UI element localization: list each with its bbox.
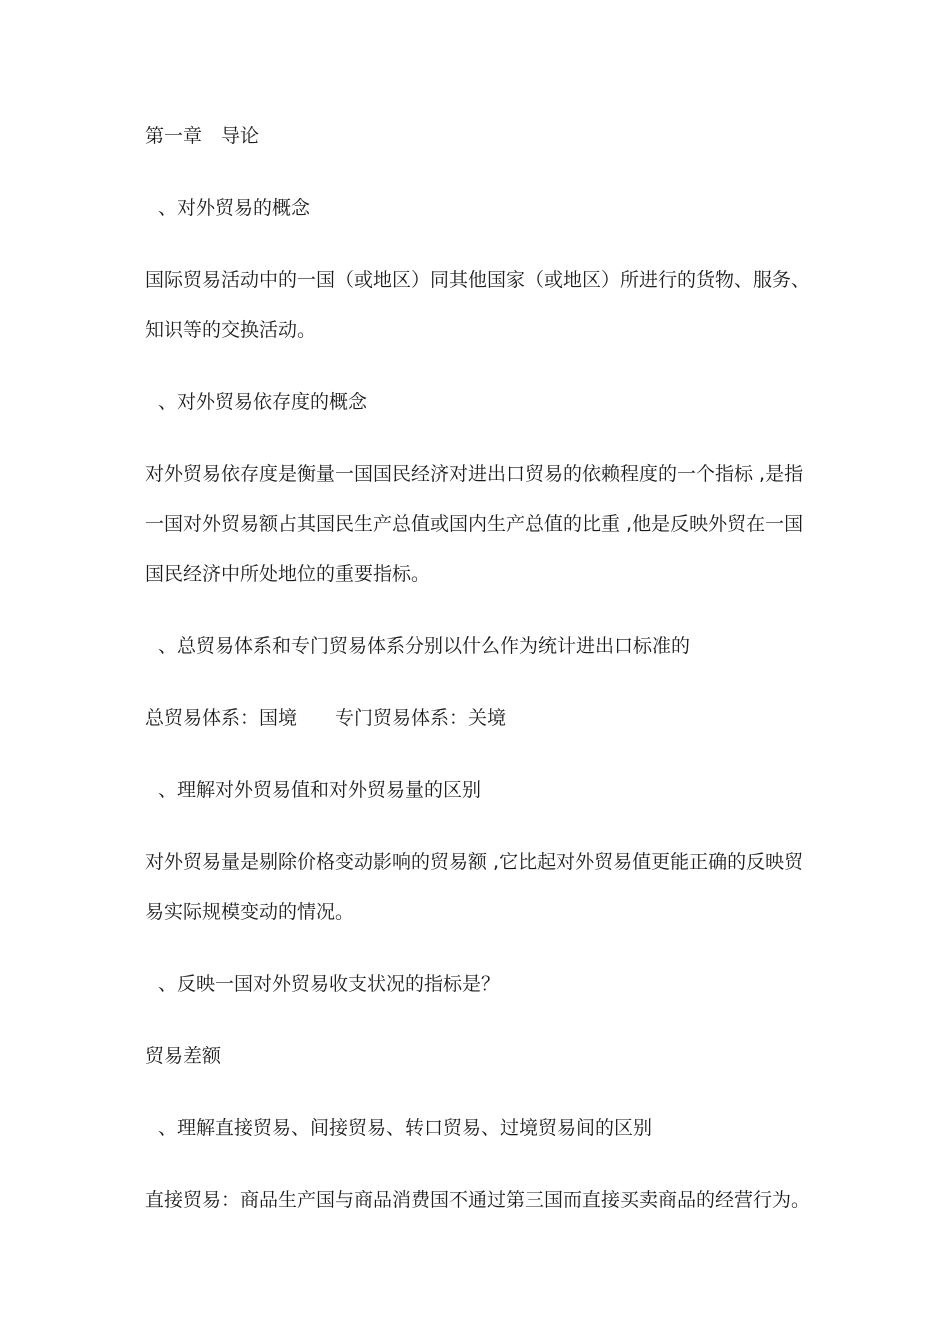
paragraph-line: 对外贸易依存度是衡量一国国民经济对进出口贸易的依赖程度的一个指标 ,是指 xyxy=(145,463,804,485)
section-heading-trade-types: 、理解直接贸易、间接贸易、转口贸易、过境贸易间的区别 xyxy=(158,1117,653,1139)
paragraph-line: 贸易差额 xyxy=(145,1045,222,1067)
section-heading-balance: 、反映一国对外贸易收支状况的指标是？ xyxy=(158,973,501,995)
answer-special-trade: 专门贸易体系：关境 xyxy=(335,707,507,729)
answer-line xyxy=(145,706,815,730)
answer-general-trade: 总贸易体系：国境 xyxy=(145,707,298,729)
section-heading-dependence: 、对外贸易依存度的概念 xyxy=(158,391,368,413)
section-heading-value-volume: 、理解对外贸易值和对外贸易量的区别 xyxy=(158,779,482,801)
paragraph-line: 对外贸易量是剔除价格变动影响的贸易额 ,它比起对外贸易值更能正确的反映贸 xyxy=(145,851,804,873)
paragraph-line: 国民经济中所处地位的重要指标。 xyxy=(145,563,431,585)
paragraph-line: 一国对外贸易额占其国民生产总值或国内生产总值的比重 ,他是反映外贸在一国 xyxy=(145,513,804,535)
paragraph-line: 知识等的交换活动。 xyxy=(145,319,317,341)
paragraph-line: 易实际规模变动的情况。 xyxy=(145,901,355,923)
chapter-title: 第一章 导论 xyxy=(145,125,260,147)
section-heading-trade-systems: 、总贸易体系和专门贸易体系分别以什么作为统计进出口标准的 xyxy=(158,635,691,657)
paragraph-line: 国际贸易活动中的一国（或地区）同其他国家（或地区）所进行的货物、服务、 xyxy=(145,269,811,291)
paragraph-line: 直接贸易：商品生产国与商品消费国不通过第三国而直接买卖商品的经营行为。 xyxy=(145,1189,811,1211)
section-heading-trade-concept: 、对外贸易的概念 xyxy=(158,197,311,219)
